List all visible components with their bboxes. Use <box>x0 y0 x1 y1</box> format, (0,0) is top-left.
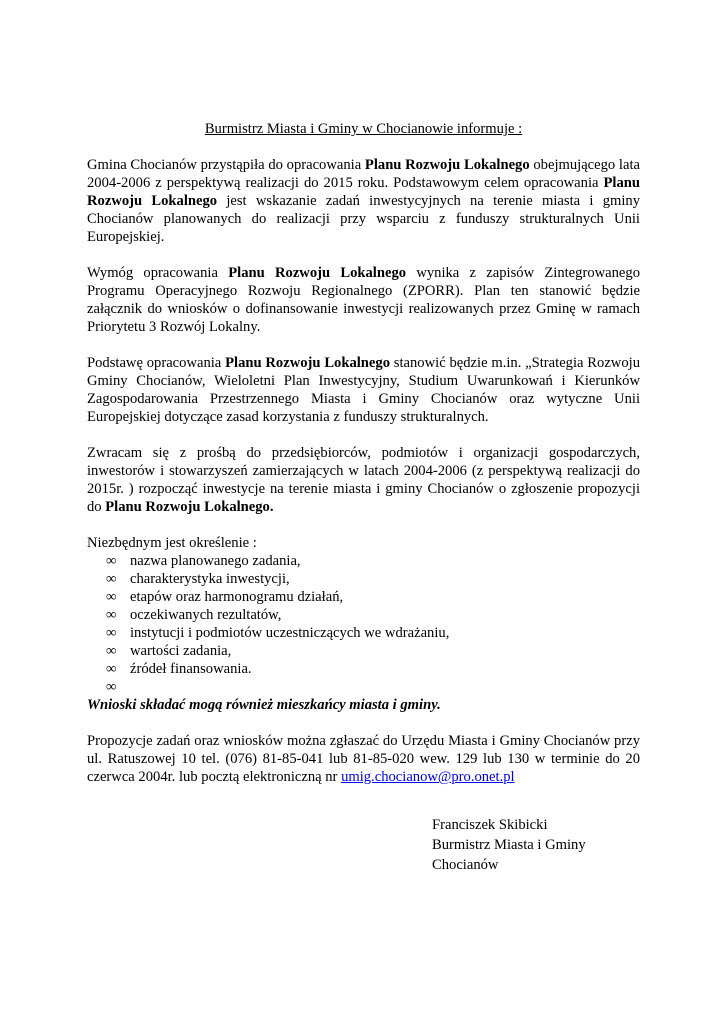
list-item-text: etapów oraz harmonogramu działań, <box>130 589 344 605</box>
infinity-bullet-icon: ∞ <box>106 643 117 659</box>
paragraph-text: Podstawę opracowania <box>87 355 226 371</box>
signatory-title: Burmistrz Miasta i Gminy <box>432 837 586 853</box>
paragraph-text: Propozycje zadań oraz wniosków można zgłaszać do Urzędu Miasta i Gminy Chocianów przy ul. Ratuszowej 10 tel. (076) 81-85-041 lub 81-85-020 wew. 129 lub 130 w terminie do 20 czerwca 2004r. lub pocztą elektroniczną nr <box>87 733 640 785</box>
signatory-name: Franciszek Skibicki <box>432 817 548 833</box>
infinity-bullet-icon: ∞ <box>106 607 117 623</box>
infinity-bullet-icon: ∞ <box>106 661 117 677</box>
residents-notice: Wnioski składać mogą również mieszkańcy miasta i gminy. <box>87 697 441 713</box>
infinity-bullet-icon: ∞ <box>106 679 117 695</box>
bold-plan-name: Planu Rozwoju Lokalnego. <box>105 499 274 515</box>
list-lead: Niezbędnym jest określenie : <box>87 535 257 551</box>
paragraph-basis <box>87 354 640 426</box>
document-page <box>87 120 640 876</box>
list-item <box>87 642 640 660</box>
paragraph-text: wynika z zapisów Zintegrowanego Programu Operacyjnego Rozwoju Regionalnego (ZPORR). Plan ten stanowić będzie załącznik do wniosków o dofinansowanie inwestycji realizowanych przez Gminę w ramach Priorytetu 3 Rozwój Lokalny. <box>87 265 640 335</box>
paragraph-requirement <box>87 264 640 336</box>
list-item-text: nazwa planowanego zadania, <box>130 553 301 569</box>
paragraph-text: Gmina Chocianów przystąpiła do opracowania <box>87 157 365 173</box>
paragraph-text: obejmującego lata 2004-2006 z perspektywą realizacji do 2015 roku. Podstawowym celem opracowania <box>87 157 640 191</box>
signatory-place: Chocianów <box>432 857 499 873</box>
paragraph-text: Wymóg opracowania <box>87 265 229 281</box>
list-item-text: źródeł finansowania. <box>130 661 252 677</box>
infinity-bullet-icon: ∞ <box>106 625 117 641</box>
list-item <box>87 606 640 624</box>
list-item <box>87 552 640 570</box>
list-item-text: wartości zadania, <box>130 643 232 659</box>
bold-plan-name: Planu Rozwoju Lokalnego <box>87 175 640 209</box>
email-link[interactable]: umig.chocianow@pro.onet.pl <box>341 769 515 785</box>
list-item <box>87 678 640 696</box>
bold-plan-name: Planu Rozwoju Lokalnego <box>225 355 390 371</box>
signature-block <box>432 816 640 876</box>
bold-plan-name: Planu Rozwoju Lokalnego <box>228 265 407 281</box>
paragraph-appeal <box>87 444 640 516</box>
document-heading: Burmistrz Miasta i Gminy w Chocianowie informuje : <box>204 121 523 137</box>
paragraph-intro <box>87 156 640 246</box>
infinity-bullet-icon: ∞ <box>106 589 117 605</box>
paragraph-text: jest wskazanie zadań inwestycyjnych na terenie miasta i gminy Chocianów planowanych do realizacji przy wsparciu z funduszy strukturalnych Unii Europejskiej. <box>87 193 640 245</box>
list-item <box>87 624 640 642</box>
list-item <box>87 660 640 678</box>
infinity-bullet-icon: ∞ <box>106 571 117 587</box>
list-item <box>87 570 640 588</box>
paragraph-text: stanowić będzie m.in. „Strategia Rozwoju Gminy Chocianów, Wieloletni Plan Inwestycyjny, Studium Uwarunkowań i Kierunków Zagospodarowania Przestrzennego Miasta i Gminy Chocianów oraz wytyczne Unii Europejskiej dotyczące zasad korzystania z funduszy strukturalnych. <box>87 355 640 425</box>
list-item-text: instytucji i podmiotów uczestniczących we wdrażaniu, <box>130 625 450 641</box>
paragraph-text: Zwracam się z prośbą do przedsiębiorców, podmiotów i organizacji gospodarczych, inwestorów i stowarzyszeń zamierzających w latach 2004-2006 (z perspektywą realizacji do 2015r. ) rozpocząć inwestycje na terenie miasta i gminy Chocianów o zgłoszenie propozycji do <box>87 445 640 515</box>
list-item <box>87 588 640 606</box>
infinity-bullet-icon: ∞ <box>106 553 117 569</box>
list-item-text: oczekiwanych rezultatów, <box>130 607 282 623</box>
paragraph-contact <box>87 732 640 786</box>
requirements-list <box>87 552 640 696</box>
list-item-text: charakterystyka inwestycji, <box>130 571 290 587</box>
bold-plan-name: Planu Rozwoju Lokalnego <box>364 157 530 173</box>
